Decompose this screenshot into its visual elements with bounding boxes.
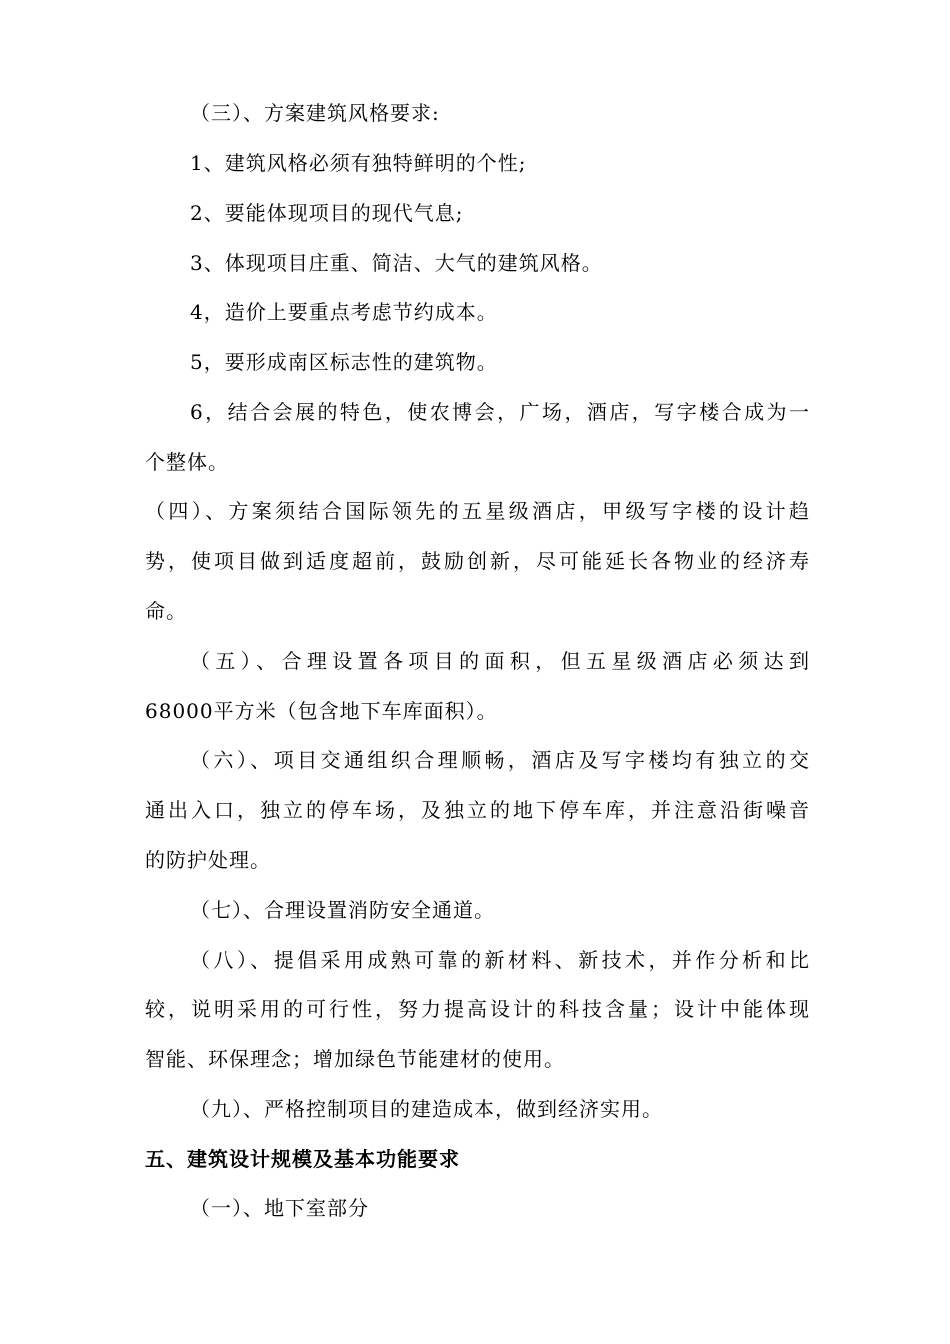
paragraph-5-line-1: （五）、合理设置各项目的面积，但五星级酒店必须达到 — [190, 649, 810, 673]
list-item-2: 2、要能体现项目的现代气息; — [190, 201, 464, 225]
paragraph-7: （七）、合理设置消防安全通道。 — [190, 898, 495, 922]
paragraph-9: （九）、严格控制项目的建造成本，做到经济实用。 — [190, 1097, 663, 1121]
list-item-6-line-2: 个整体。 — [145, 450, 229, 474]
paragraph-4-line-1: （四）、方案须结合国际领先的五星级酒店，甲级写字楼的设计趋 — [145, 499, 810, 523]
section-heading-5: 五、建筑设计规模及基本功能要求 — [145, 1147, 460, 1171]
paragraph-4-line-3: 命。 — [145, 599, 187, 623]
paragraph-8-line-1: （八）、提倡采用成熟可靠的新材料、新技术，并作分析和比 — [190, 948, 810, 972]
list-item-6-line-1: 6，结合会展的特色，使农博会，广场，酒店，写字楼合成为一 — [190, 400, 810, 424]
paragraph-8-line-3: 智能、环保理念；增加绿色节能建材的使用。 — [145, 1047, 565, 1071]
paragraph-6-line-1: （六）、项目交通组织合理顺畅，酒店及写字楼均有独立的交 — [190, 748, 810, 772]
list-item-4: 4，造价上要重点考虑节约成本。 — [190, 300, 498, 324]
paragraph-6-line-2: 通出入口，独立的停车场，及独立的地下停车库，并注意沿街噪音 — [145, 798, 810, 822]
list-item-3: 3、体现项目庄重、简洁、大气的建筑风格。 — [190, 251, 603, 275]
paragraph-4-line-2: 势，使项目做到适度超前，鼓励创新，尽可能延长各物业的经济寿 — [145, 549, 810, 573]
section-heading-3: （三）、方案建筑风格要求: — [190, 101, 440, 125]
paragraph-8-line-2: 较，说明采用的可行性，努力提高设计的科技含量；设计中能体现 — [145, 997, 810, 1021]
paragraph-6-line-3: 的防护处理。 — [145, 848, 271, 872]
list-item-5: 5，要形成南区标志性的建筑物。 — [190, 350, 498, 374]
list-item-1: 1、建筑风格必须有独特鲜明的个性; — [190, 151, 527, 175]
subsection-heading-1: （一）、地下室部分 — [190, 1196, 369, 1220]
paragraph-5-line-2: 68000平方米（包含地下车库面积）。 — [145, 699, 498, 723]
